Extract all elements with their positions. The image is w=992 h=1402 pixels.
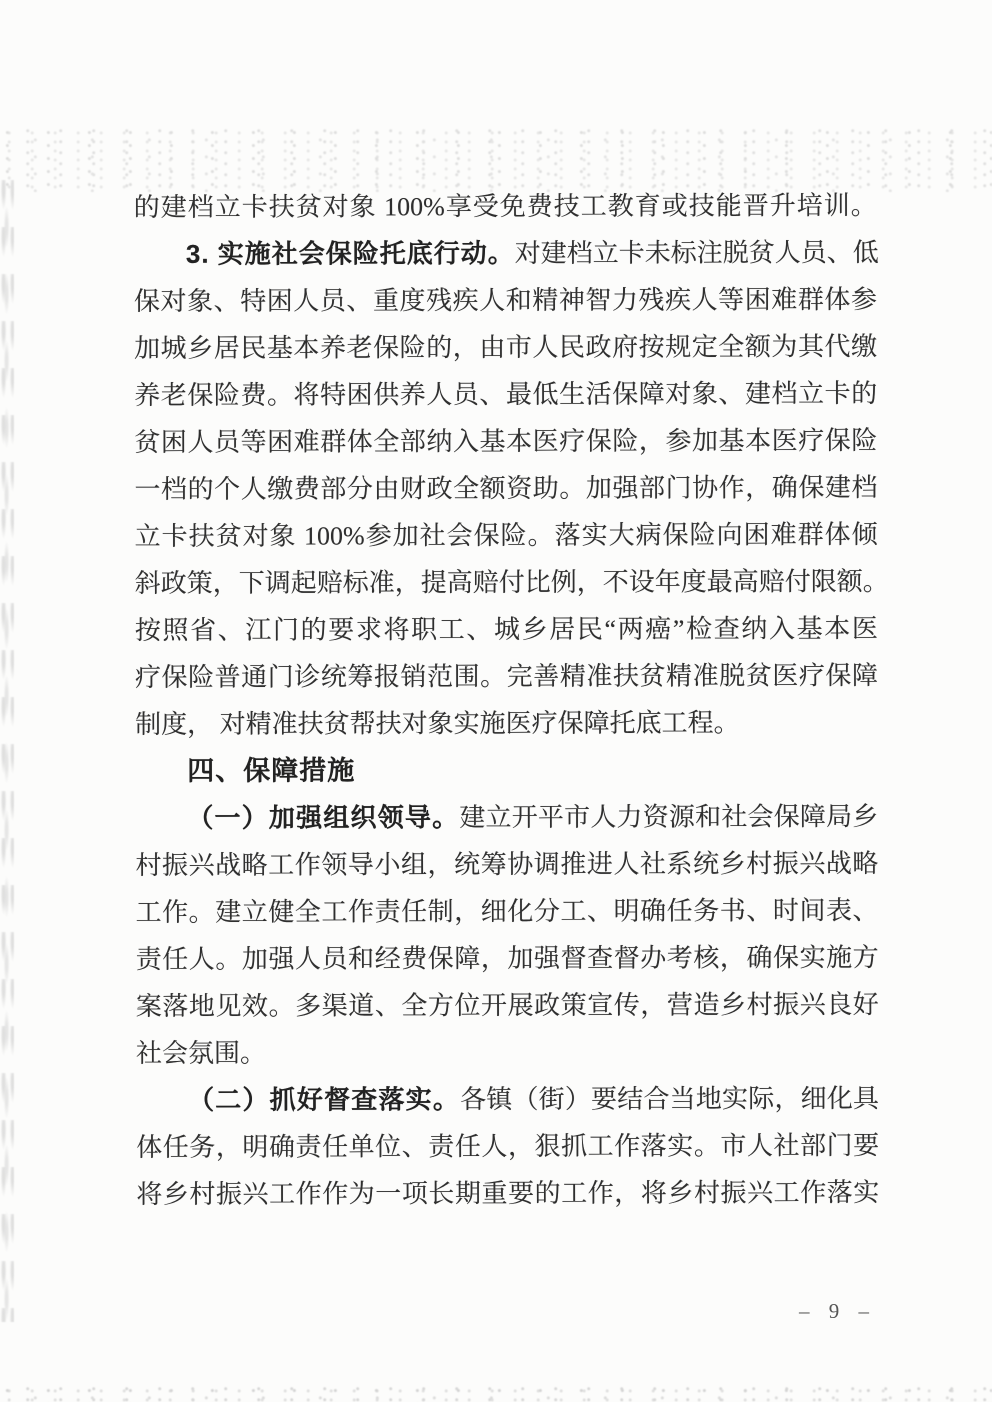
bold-run: 四、保障措施 <box>187 755 356 786</box>
text-run: 对建档立卡未标注脱贫人员、低 <box>514 238 879 268</box>
section-heading <box>135 746 878 795</box>
text-line <box>134 182 877 231</box>
text-run: 养老保险费。将特困供养人员、最低生活保障对象、建档立卡的 <box>134 379 878 410</box>
text-line <box>136 1028 879 1077</box>
text-line <box>134 323 877 372</box>
bold-run: 3. 实施社会保险托底行动。 <box>185 237 515 269</box>
text-line <box>135 652 878 701</box>
text-line <box>136 981 879 1030</box>
text-run: 的建档立卡扶贫对象 100%享受免费技工教育或技能晋升培训。 <box>133 191 877 222</box>
page-number: – 9 – <box>799 1299 876 1323</box>
text-run: 斜政策，下调起赔标准，提高赔付比例，不设年度最高赔付限额。 <box>134 566 889 598</box>
document-body <box>133 182 889 1218</box>
text-line <box>135 887 878 936</box>
text-line <box>134 464 877 513</box>
text-line <box>136 934 879 983</box>
text-line <box>136 1075 879 1124</box>
text-line <box>135 793 878 842</box>
scan-noise-bottom <box>0 1386 992 1402</box>
text-line <box>136 1122 879 1171</box>
text-run: 一档的个人缴费部分由财政全额资助。加强部门协作，确保建档 <box>134 473 878 504</box>
text-line <box>135 840 878 889</box>
text-run: 按照省、江门的要求将职工、城乡居民“两癌”检查纳入基本医 <box>134 614 878 645</box>
text-run: 案落地见效。多渠道、全方位开展政策宣传，营造乡村振兴良好 <box>135 990 879 1021</box>
text-line <box>135 605 878 654</box>
text-run: 体任务，明确责任单位、责任人，狠抓工作落实。市人社部门要 <box>136 1131 880 1162</box>
text-line <box>135 699 878 748</box>
text-run: 社会氛围。 <box>135 1038 266 1068</box>
text-run: 各镇（街）要结合当地实际，细化具 <box>460 1084 880 1115</box>
text-run: 加城乡居民基本养老保险的，由市人民政府按规定全额为其代缴 <box>134 332 878 363</box>
text-line <box>134 370 877 419</box>
text-line <box>135 511 878 560</box>
text-run: 工作。建立健全工作责任制，细化分工、明确任务书、时间表、 <box>135 896 879 927</box>
text-run: 保对象、特困人员、重度残疾人和精神智力残疾人等困难群体参 <box>133 285 877 316</box>
text-run: 立卡扶贫对象 100%参加社会保险。落实大病保险向困难群体倾 <box>134 520 878 551</box>
text-line <box>134 558 889 607</box>
text-run: 制度， 对精准扶贫帮扶对象实施医疗保障托底工程。 <box>135 708 740 739</box>
text-line <box>134 276 877 325</box>
text-line <box>136 1169 879 1218</box>
text-run: 疗保险普通门诊统筹报销范围。完善精准扶贫精准脱贫医疗保障 <box>134 661 878 692</box>
text-run: 建立开平市人力资源和社会保障局乡 <box>459 802 879 833</box>
bold-run: （二）抓好督查落实。 <box>188 1084 461 1115</box>
text-line <box>134 417 877 466</box>
text-run: 将乡村振兴工作作为一项长期重要的工作，将乡村振兴工作落实 <box>136 1178 880 1209</box>
bold-run: （一）加强组织领导。 <box>187 802 460 833</box>
text-run: 责任人。加强人员和经费保障，加强督查督办考核，确保实施方 <box>135 943 879 974</box>
text-run: 贫困人员等困难群体全部纳入基本医疗保险，参加基本医疗保险 <box>134 426 878 457</box>
scan-noise-left-edge <box>0 180 14 1322</box>
text-line <box>134 229 877 278</box>
text-run: 村振兴战略工作领导小组，统筹协调推进人社系统乡村振兴战略 <box>135 849 879 880</box>
